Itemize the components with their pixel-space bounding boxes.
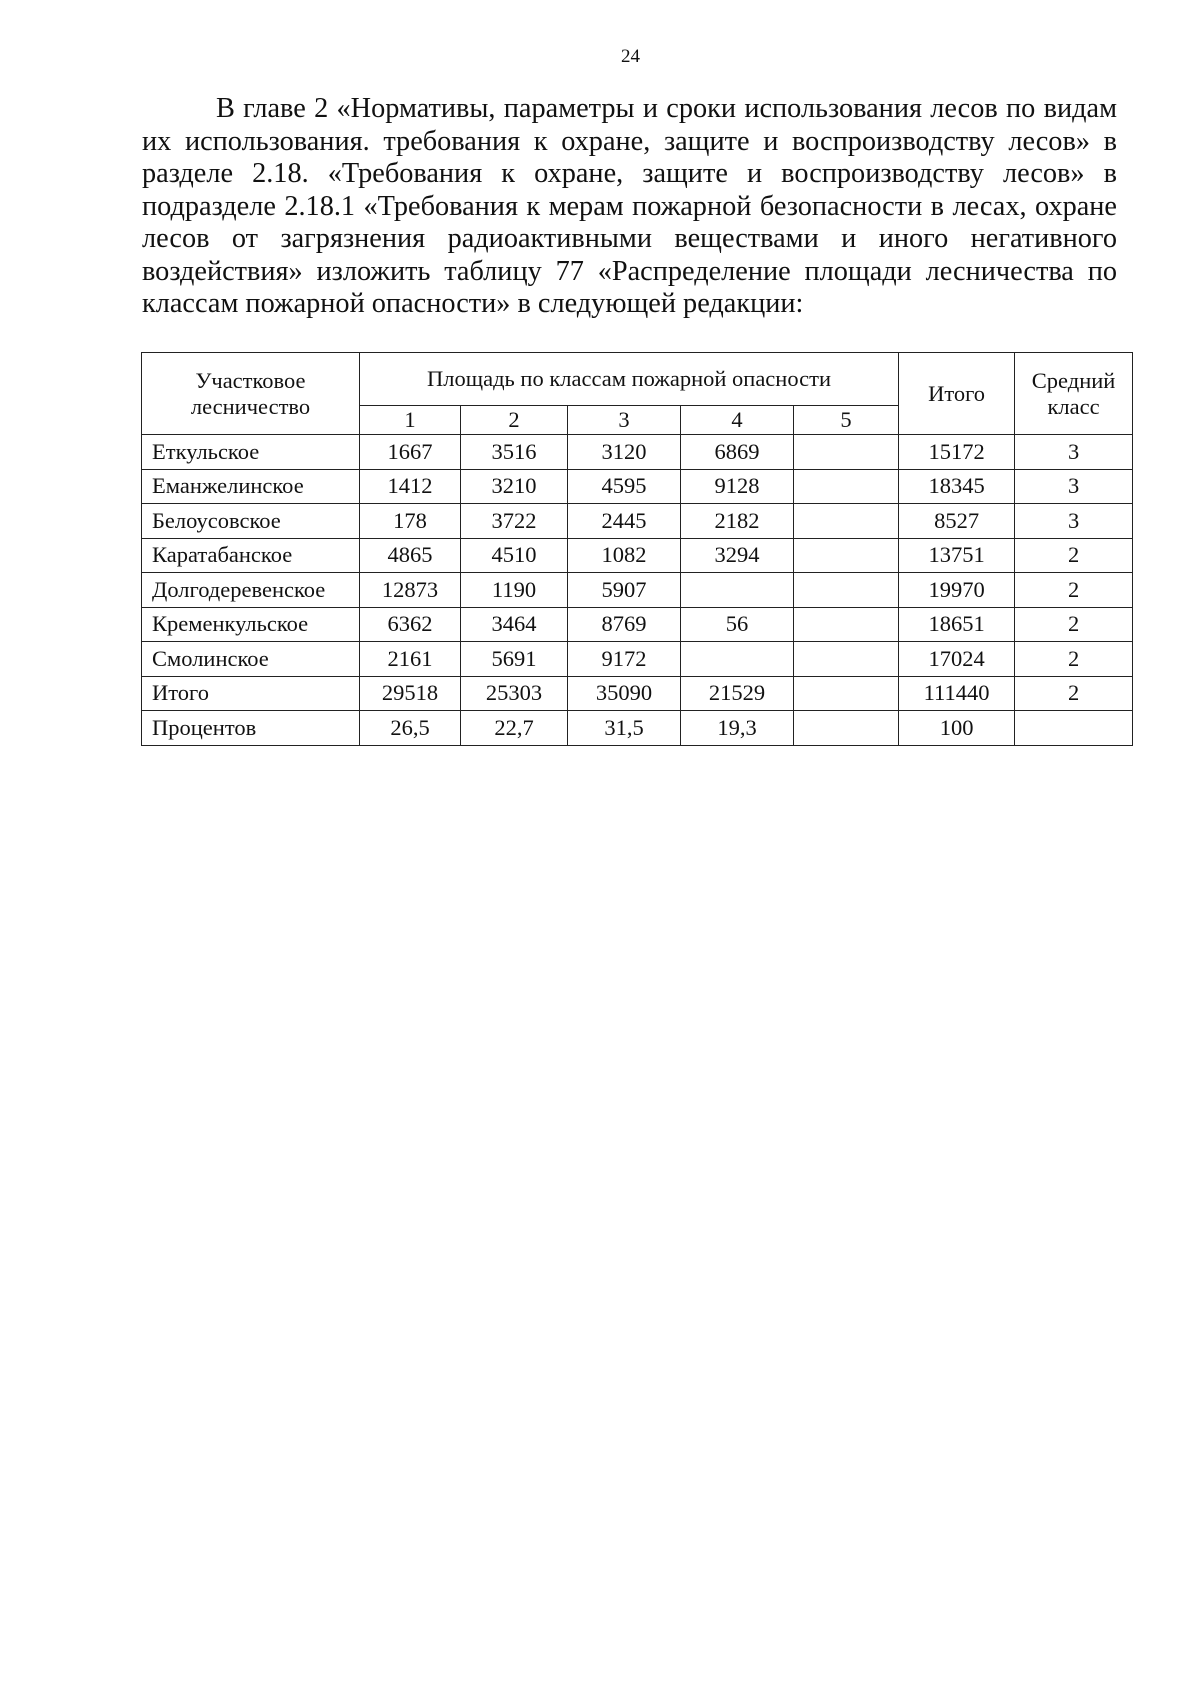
class-5-area: [794, 435, 899, 470]
forestry-name: Кременкульское: [142, 607, 360, 642]
class-4-area: 6869: [681, 435, 794, 470]
class-2-area: 22,7: [461, 711, 568, 746]
class-3-area: 8769: [568, 607, 681, 642]
forestry-name: Процентов: [142, 711, 360, 746]
class-2-area: 3210: [461, 469, 568, 504]
class-2-area: 5691: [461, 642, 568, 677]
class-3-area: 1082: [568, 538, 681, 573]
class-1-area: 2161: [360, 642, 461, 677]
class-4-area: 2182: [681, 504, 794, 539]
class-1-area: 4865: [360, 538, 461, 573]
average-class: 2: [1015, 642, 1133, 677]
total-area: 100: [899, 711, 1015, 746]
total-area: 18345: [899, 469, 1015, 504]
average-class: 3: [1015, 435, 1133, 470]
class-2-area: 3464: [461, 607, 568, 642]
class-3-area: 31,5: [568, 711, 681, 746]
class-1-area: 1412: [360, 469, 461, 504]
class-1-area: 1667: [360, 435, 461, 470]
class-5-area: [794, 504, 899, 539]
forestry-name: Итого: [142, 676, 360, 711]
table-row: [142, 435, 1133, 470]
class-2-area: 4510: [461, 538, 568, 573]
class-3-area: 3120: [568, 435, 681, 470]
class-5-area: [794, 469, 899, 504]
page-number: 24: [621, 46, 640, 67]
average-class: 3: [1015, 504, 1133, 539]
class-2-area: 1190: [461, 573, 568, 608]
class-5-area: [794, 676, 899, 711]
forestry-name: Еткульское: [142, 435, 360, 470]
class-4-area: 3294: [681, 538, 794, 573]
total-area: 111440: [899, 676, 1015, 711]
table-total-row: [142, 676, 1133, 711]
class-5-area: [794, 538, 899, 573]
header-class-1: 1: [360, 406, 461, 435]
class-4-area: 21529: [681, 676, 794, 711]
class-2-area: 3516: [461, 435, 568, 470]
class-3-area: 4595: [568, 469, 681, 504]
table-percent-row: [142, 711, 1133, 746]
class-4-area: 56: [681, 607, 794, 642]
class-3-area: 5907: [568, 573, 681, 608]
average-class: 2: [1015, 607, 1133, 642]
class-4-area: 19,3: [681, 711, 794, 746]
header-class-2: 2: [461, 406, 568, 435]
table-row: [142, 538, 1133, 573]
class-2-area: 25303: [461, 676, 568, 711]
table-row: [142, 469, 1133, 504]
fire-danger-table: [141, 352, 1133, 746]
forestry-name: Еманжелинское: [142, 469, 360, 504]
forestry-name: Каратабанское: [142, 538, 360, 573]
table-row: [142, 642, 1133, 677]
total-area: 18651: [899, 607, 1015, 642]
header-class-4: 4: [681, 406, 794, 435]
class-5-area: [794, 573, 899, 608]
average-class: 2: [1015, 538, 1133, 573]
table-row: [142, 504, 1133, 539]
class-1-area: 6362: [360, 607, 461, 642]
class-5-area: [794, 711, 899, 746]
table-row: [142, 573, 1133, 608]
class-4-area: [681, 642, 794, 677]
class-5-area: [794, 642, 899, 677]
forestry-name: Долгодеревенское: [142, 573, 360, 608]
total-area: 15172: [899, 435, 1015, 470]
total-area: 13751: [899, 538, 1015, 573]
class-5-area: [794, 607, 899, 642]
class-1-area: 26,5: [360, 711, 461, 746]
forestry-name: Белоусовское: [142, 504, 360, 539]
forestry-name: Смолинское: [142, 642, 360, 677]
header-total: Итого: [899, 353, 1015, 435]
class-3-area: 2445: [568, 504, 681, 539]
class-1-area: 178: [360, 504, 461, 539]
average-class: 3: [1015, 469, 1133, 504]
class-3-area: 9172: [568, 642, 681, 677]
class-3-area: 35090: [568, 676, 681, 711]
header-average-class: Средний класс: [1015, 353, 1133, 435]
average-class: 2: [1015, 676, 1133, 711]
body-paragraph: В главе 2 «Нормативы, параметры и сроки использования лесов по видам их использования. требования к охране, защите и воспроизводству лесов» в разделе 2.18. «Требования к охране, защите и воспроизводству лесов» в подразделе 2.18.1 «Требования к мерам пожарной безопасности в лесах, охране лесов от загрязнения радиоактивными веществами и иного негативного воздействия» изложить таблицу 77 «Распределение площади лесничества по классам пожарной опасности» в следующей редакции:: [142, 93, 1117, 319]
total-area: 8527: [899, 504, 1015, 539]
average-class: [1015, 711, 1133, 746]
total-area: 19970: [899, 573, 1015, 608]
header-forestry: Участковое лесничество: [142, 353, 360, 435]
header-class-3: 3: [568, 406, 681, 435]
class-1-area: 12873: [360, 573, 461, 608]
header-area-by-class: Площадь по классам пожарной опасности: [360, 353, 899, 406]
header-class-5: 5: [794, 406, 899, 435]
table-row: [142, 607, 1133, 642]
class-1-area: 29518: [360, 676, 461, 711]
class-2-area: 3722: [461, 504, 568, 539]
average-class: 2: [1015, 573, 1133, 608]
class-4-area: 9128: [681, 469, 794, 504]
total-area: 17024: [899, 642, 1015, 677]
class-4-area: [681, 573, 794, 608]
table-header-row: [142, 353, 1133, 406]
